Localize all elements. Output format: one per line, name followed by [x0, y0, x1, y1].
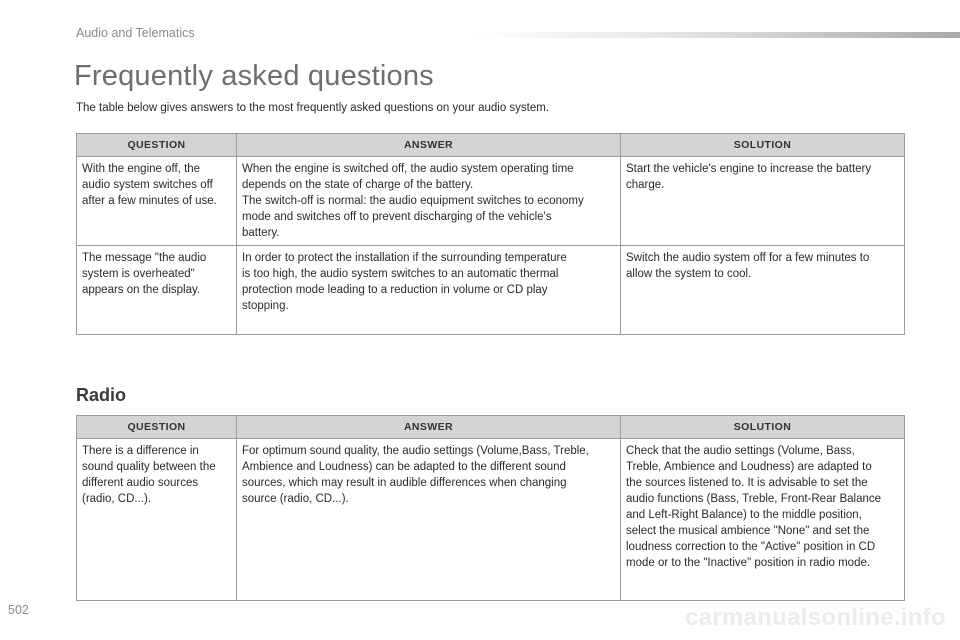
header-divider — [474, 32, 960, 38]
table-header-row — [77, 134, 905, 157]
section-title-radio: Radio — [76, 385, 127, 405]
table-header-row — [77, 416, 905, 439]
question-cell: The message "the audio system is overheated" appears on the display. — [77, 246, 237, 335]
page-title: Frequently asked questions — [74, 60, 434, 92]
column-header-solution: SOLUTION — [621, 416, 905, 439]
table-row — [77, 246, 905, 335]
question-cell: There is a difference in sound quality between the different audio sources (radio, CD...). — [77, 439, 237, 601]
column-header-question: QUESTION — [77, 134, 237, 157]
column-header-solution: SOLUTION — [621, 134, 905, 157]
faq-table-radio — [76, 415, 905, 601]
faq-table-general — [76, 133, 905, 335]
watermark: carmanualsonline.info — [684, 604, 946, 631]
solution-cell: Switch the audio system off for a few minutes to allow the system to cool. — [621, 246, 905, 335]
page-number: 502 — [8, 603, 29, 617]
answer-cell: When the engine is switched off, the audio system operating time depends on the state of charge of the battery. The switch-off is normal: the audio equipment switches to economy mode and switches off to prevent discharging of the vehicle's battery. — [237, 157, 621, 246]
column-header-answer: ANSWER — [237, 416, 621, 439]
table-row — [77, 157, 905, 246]
section-header: Audio and Telematics — [76, 26, 195, 40]
intro-text: The table below gives answers to the most frequently asked questions on your audio system. — [76, 102, 550, 114]
column-header-question: QUESTION — [77, 416, 237, 439]
answer-cell: In order to protect the installation if the surrounding temperature is too high, the audio system switches to an automatic thermal protection mode leading to a reduction in volume or CD play stopping. — [237, 246, 621, 335]
column-header-answer: ANSWER — [237, 134, 621, 157]
solution-cell: Check that the audio settings (Volume, Bass, Treble, Ambience and Loudness) are adapted to the sources listened to. It is advisable to set the audio functions (Bass, Treble, Front-Rear Balance and Left-Right Balance) to the middle position, select the musical ambience "None" and set the loudness correction to the "Active" position in CD mode or to the "Inactive" position in radio mode. — [621, 439, 905, 601]
answer-cell: For optimum sound quality, the audio settings (Volume,Bass, Treble, Ambience and Loudness) can be adapted to the different sound sources, which may result in audible differences when changing source (radio, CD...). — [237, 439, 621, 601]
question-cell: With the engine off, the audio system switches off after a few minutes of use. — [77, 157, 237, 246]
table-row — [77, 439, 905, 601]
solution-cell: Start the vehicle's engine to increase the battery charge. — [621, 157, 905, 246]
